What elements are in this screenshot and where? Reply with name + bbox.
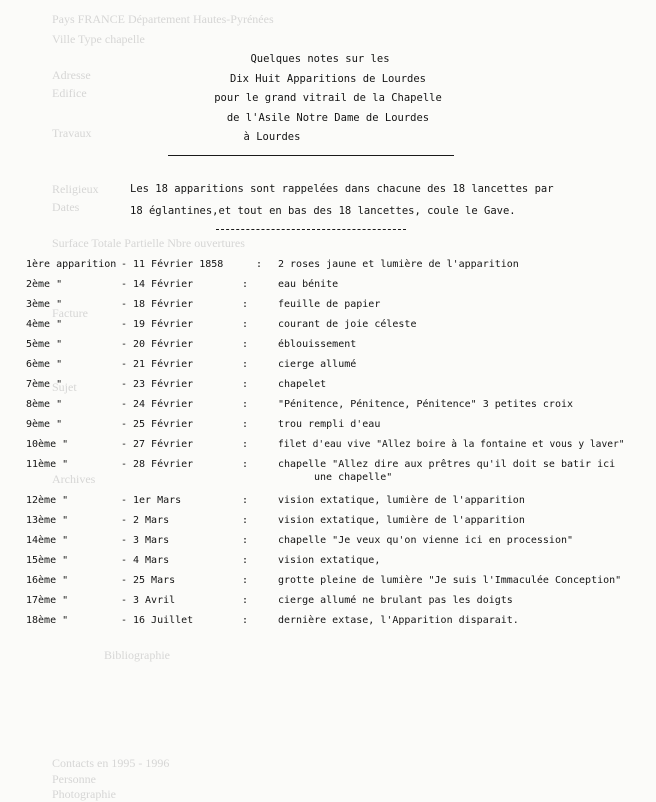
ghost-form-line: Personne — [52, 772, 96, 786]
ghost-form-line: Photographie — [52, 787, 116, 801]
ghost-form-line: Bibliographie — [104, 648, 170, 662]
apparition-description: feuille de papier — [278, 299, 381, 310]
separator-dash: - — [121, 399, 128, 410]
apparition-date: 25 Mars — [133, 575, 176, 586]
separator-dash: - — [121, 535, 128, 546]
separator-dash: - — [121, 379, 128, 390]
separator-dash: - — [121, 575, 128, 586]
apparition-description: cierge allumé — [278, 359, 357, 370]
apparition-description: filet d'eau vive "Allez boire à la fontaine et vous y laver" — [278, 439, 625, 450]
apparition-date: 20 Février — [133, 339, 194, 350]
apparition-description: eau bénite — [278, 279, 339, 290]
apparition-description: vision extatique, — [278, 555, 381, 566]
separator-colon: : — [242, 615, 249, 626]
ghost-form-line: Facture — [52, 306, 88, 320]
separator-colon: : — [242, 575, 249, 586]
apparition-description: 2 roses jaune et lumière de l'apparition — [278, 259, 519, 270]
separator-dash: - — [121, 495, 128, 506]
title-underline — [168, 155, 454, 156]
apparition-ordinal: 9ème " — [26, 419, 63, 430]
separator-dash: - — [121, 319, 128, 330]
ghost-form-line: Archives — [52, 472, 96, 486]
apparition-ordinal: 2ème " — [26, 279, 63, 290]
separator-colon: : — [242, 515, 249, 526]
apparition-description: vision extatique, lumière de l'apparition — [278, 495, 525, 506]
apparition-description: courant de joie céleste — [278, 319, 417, 330]
separator-dash: - — [121, 439, 128, 450]
apparition-ordinal: 8ème " — [26, 399, 63, 410]
apparition-date: 25 Février — [133, 419, 194, 430]
separator-colon: : — [242, 339, 249, 350]
separator-colon: : — [242, 379, 249, 390]
title-line: à Lourdes — [243, 131, 301, 143]
apparition-ordinal: 16ème " — [26, 575, 69, 586]
apparition-date: 18 Février — [133, 299, 194, 310]
separator-dash: - — [121, 359, 128, 370]
apparition-date: 4 Mars — [133, 555, 170, 566]
apparition-ordinal: 13ème " — [26, 515, 69, 526]
title-line: Dix Huit Apparitions de Lourdes — [230, 72, 426, 85]
separator-colon: : — [242, 299, 249, 310]
separator-colon: : — [242, 279, 249, 290]
separator-colon: : — [242, 555, 249, 566]
separator-dash: - — [121, 459, 128, 470]
apparition-description: chapelet — [278, 379, 327, 390]
apparition-date: 28 Février — [133, 459, 194, 470]
apparition-date: 2 Mars — [133, 515, 170, 526]
intro-line: Les 18 apparitions sont rappelées dans chacune des 18 lancettes par — [130, 183, 554, 195]
apparition-date: 21 Février — [133, 359, 194, 370]
separator-colon: : — [242, 595, 249, 606]
apparition-date: 11 Février 1858 — [133, 259, 224, 270]
ghost-form-line: Surface Totale Partielle Nbre ouvertures — [52, 236, 245, 250]
apparition-description: dernière extase, l'Apparition disparait. — [278, 615, 519, 626]
apparition-description: "Pénitence, Pénitence, Pénitence" 3 petites croix — [278, 399, 574, 410]
ghost-form-line: Adresse — [52, 68, 91, 82]
apparition-description: chapelle "Je veux qu'on vienne ici en procession" — [278, 535, 574, 546]
separator-dash: - — [121, 279, 128, 290]
separator-colon: : — [242, 535, 249, 546]
apparition-date: 24 Février — [133, 399, 194, 410]
separator-dash: - — [121, 615, 128, 626]
ghost-form-line: Pays FRANCE Département Hautes-Pyrénées — [52, 12, 274, 26]
apparition-date: 16 Juillet — [133, 615, 194, 626]
apparition-ordinal: 4ème " — [26, 319, 63, 330]
ghost-form-line: Contacts en 1995 - 1996 — [52, 756, 170, 770]
apparition-description: cierge allumé ne brulant pas les doigts — [278, 595, 513, 606]
apparition-ordinal: 6ème " — [26, 359, 63, 370]
apparition-description: trou rempli d'eau — [278, 419, 381, 430]
title-line: Quelques notes sur les — [250, 53, 390, 65]
apparition-ordinal: 1ère apparition — [26, 259, 117, 270]
apparition-ordinal: 7ème " — [26, 379, 63, 390]
apparition-date: 3 Mars — [133, 535, 170, 546]
apparition-description: grotte pleine de lumière "Je suis l'Immaculée Conception" — [278, 575, 622, 586]
separator-colon: : — [242, 439, 249, 450]
apparition-description-continuation: une chapelle" — [314, 472, 393, 483]
separator-colon: : — [242, 459, 249, 470]
intro-paragraph — [130, 178, 610, 222]
apparition-ordinal: 14ème " — [26, 535, 69, 546]
document-title — [0, 50, 656, 148]
apparition-ordinal: 3ème " — [26, 299, 63, 310]
apparition-date: 27 Février — [133, 439, 194, 450]
ghost-form-line: Sujet — [52, 380, 77, 394]
separator-colon: : — [256, 259, 263, 270]
separator-colon: : — [242, 419, 249, 430]
apparition-description: vision extatique, lumière de l'apparition — [278, 515, 525, 526]
apparition-date: 19 Février — [133, 319, 194, 330]
separator-colon: : — [242, 495, 249, 506]
apparition-description: chapelle "Allez dire aux prêtres qu'il doit se batir ici — [278, 459, 616, 470]
separator-colon: : — [242, 359, 249, 370]
apparition-description: éblouissement — [278, 339, 357, 350]
apparition-ordinal: 15ème " — [26, 555, 69, 566]
ghost-form-line: Edifice — [52, 86, 87, 100]
ghost-form-line: Dates — [52, 200, 80, 214]
separator-colon: : — [242, 399, 249, 410]
apparition-ordinal: 5ème " — [26, 339, 63, 350]
apparition-date: 23 Février — [133, 379, 194, 390]
separator-dash: - — [121, 515, 128, 526]
apparition-ordinal: 12ème " — [26, 495, 69, 506]
apparition-ordinal: 10ème " — [26, 439, 69, 450]
title-line: de l'Asile Notre Dame de Lourdes — [226, 111, 430, 124]
ghost-form-line: Religieux — [52, 182, 99, 196]
separator-colon: : — [242, 319, 249, 330]
apparition-date: 3 Avril — [133, 595, 176, 606]
apparition-ordinal: 18ème " — [26, 615, 69, 626]
separator-dash: - — [121, 259, 128, 270]
separator-dash: - — [121, 299, 128, 310]
ghost-form-line: Ville Type chapelle — [52, 32, 145, 46]
apparition-date: 1er Mars — [133, 495, 182, 506]
separator-dash: - — [121, 555, 128, 566]
intro-line: 18 églantines,et tout en bas des 18 lancettes, coule le Gave. — [130, 205, 516, 217]
section-divider — [216, 229, 406, 230]
separator-dash: - — [121, 419, 128, 430]
separator-dash: - — [121, 339, 128, 350]
apparition-ordinal: 11ème " — [26, 459, 69, 470]
separator-dash: - — [121, 595, 128, 606]
apparition-ordinal: 17ème " — [26, 595, 69, 606]
ghost-form-line: Travaux — [52, 126, 92, 140]
apparition-date: 14 Février — [133, 279, 194, 290]
title-line: pour le grand vitrail de la Chapelle — [214, 92, 442, 104]
